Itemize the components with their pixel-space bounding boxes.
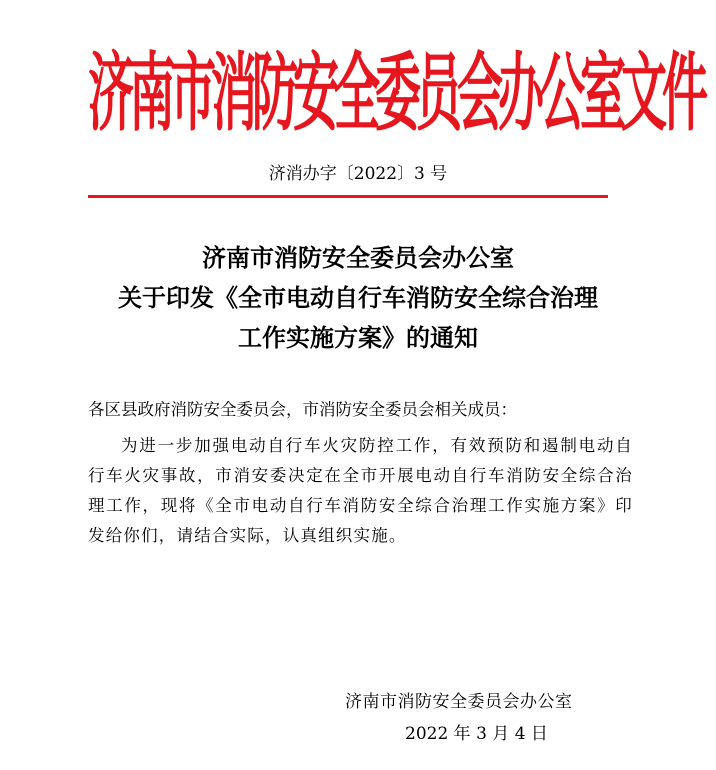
- document-header-title: 济南市消防安全委员会办公室文件: [88, 43, 703, 143]
- notice-body: [88, 395, 633, 551]
- salutation: 各区县政府消防安全委员会，市消防安全委员会相关成员：: [88, 400, 517, 419]
- notice-title-line-1: 济南市消防安全委员会办公室: [202, 243, 514, 272]
- notice-title-line-3: 工作实施方案》的通知: [238, 323, 478, 352]
- document-number: 济消办字〔2022〕3 号: [268, 164, 448, 184]
- header-red-rule: [88, 195, 608, 198]
- body-paragraph: 为进一步加强电动自行车火灾防控工作，有效预防和遏制电动自行车火灾事故，市消安委决定在全市开展电动自行车消防安全综合治理工作，现将《全市电动自行车消防安全综合治理工作实施方案》印发给你们，请结合实际，认真组织实施。: [88, 436, 633, 545]
- issuer-signature: 济南市消防安全委员会办公室: [345, 692, 573, 712]
- notice-title: [0, 238, 716, 358]
- notice-title-line-2: 关于印发《全市电动自行车消防安全综合治理: [118, 283, 598, 312]
- issue-date: 2022 年 3 月 4 日: [405, 724, 548, 744]
